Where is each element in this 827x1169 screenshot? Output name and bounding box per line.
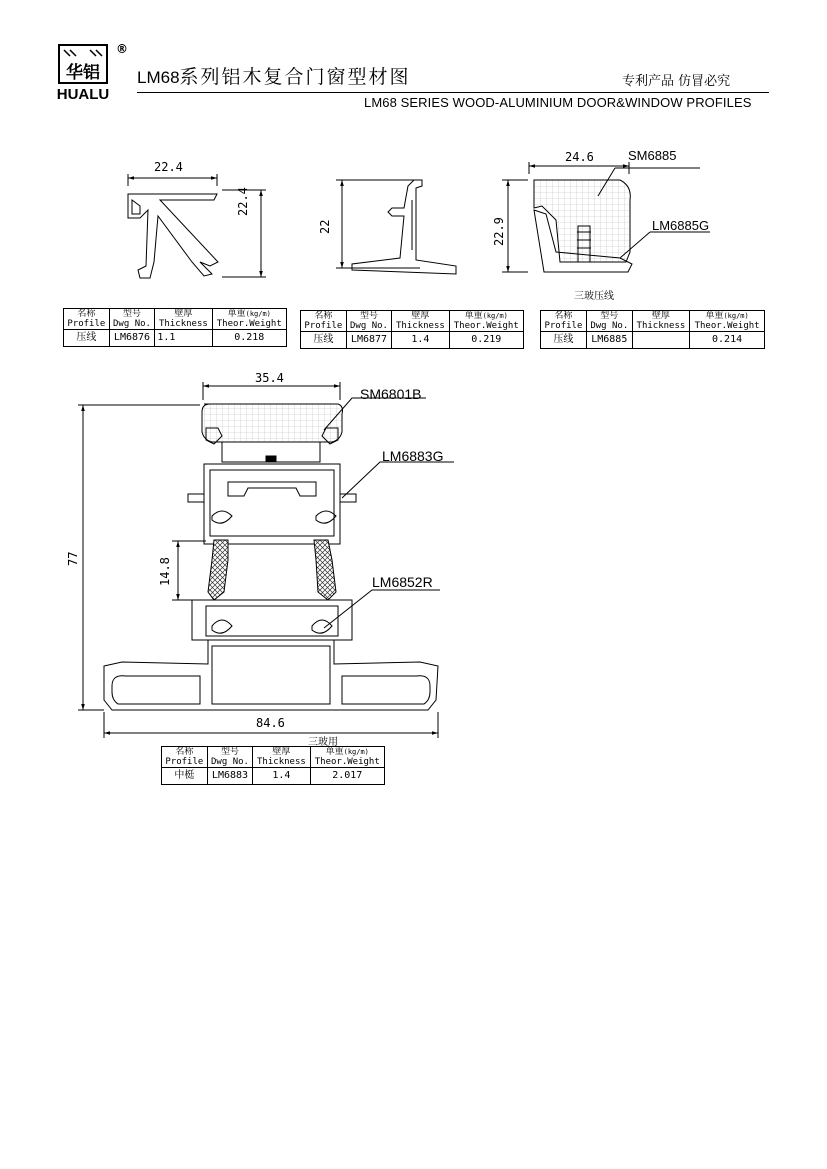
- profile-lm6877-drawing: [336, 180, 456, 274]
- dimension-height: 22.9: [492, 217, 506, 246]
- spec-table-lm6877: [300, 310, 524, 349]
- header-cn: 单重: [464, 311, 483, 321]
- header-en: Theor.Weight: [314, 757, 380, 767]
- logo-english-text: HUALU: [56, 86, 110, 103]
- profile-name: 中梃: [162, 768, 208, 785]
- header-cn: 型号: [359, 311, 378, 321]
- logo-decoration: [64, 50, 102, 56]
- header-cn: 型号: [220, 747, 239, 757]
- title-prefix: LM68: [137, 68, 180, 87]
- dimension-width: 22.4: [154, 160, 183, 174]
- header-cn: 名称: [554, 311, 573, 321]
- profile-caption: 三玻压线: [574, 291, 614, 302]
- dimension-width: 84.6: [256, 716, 285, 730]
- header-cn: 壁厚: [651, 311, 670, 321]
- header-cn: 名称: [314, 311, 333, 321]
- profile-thickness: 1.1: [155, 330, 212, 347]
- header-en: Profile: [67, 319, 106, 329]
- header-cn: 名称: [175, 747, 194, 757]
- dimension-gap: 14.8: [158, 557, 172, 586]
- header-cn: 名称: [77, 309, 96, 319]
- header-cn: 壁厚: [411, 311, 430, 321]
- header-cn: 单重: [325, 747, 344, 757]
- header-en: Profile: [304, 321, 343, 331]
- profile-thickness: 1.4: [253, 768, 310, 785]
- dimension-width: 24.6: [565, 150, 594, 164]
- dimension-height: 22: [318, 219, 332, 234]
- header-en: Dwg No.: [350, 321, 388, 331]
- header-en: Theor.Weight: [694, 321, 760, 331]
- header-en: Dwg No.: [590, 321, 629, 331]
- profile-thickness: 1.4: [392, 332, 449, 349]
- spec-table-lm6876: [63, 308, 287, 347]
- header-en: Profile: [544, 321, 583, 331]
- profile-dwg: LM6885: [586, 332, 632, 349]
- header-cn: 壁厚: [174, 309, 193, 319]
- profile-lm6885-drawing: [502, 162, 710, 272]
- header-en: Theor.Weight: [216, 319, 282, 329]
- profile-name: 压线: [64, 330, 110, 347]
- header-en: Thickness: [257, 757, 306, 767]
- header-cn: 型号: [600, 311, 619, 321]
- title-chinese: 系列铝木复合门窗型材图: [179, 66, 411, 88]
- callout-label: SM6885: [628, 148, 677, 163]
- profile-thickness: [632, 332, 689, 349]
- profile-weight: 0.219: [449, 332, 524, 349]
- callout-label: LM6852R: [372, 574, 433, 590]
- profile-weight: 0.218: [212, 330, 287, 347]
- profile-lm6883-drawing: [78, 382, 454, 738]
- header-en: Theor.Weight: [453, 321, 519, 331]
- spec-table-lm6885: [540, 310, 765, 349]
- patent-notice: 专利产品 仿冒必究: [622, 74, 731, 89]
- profile-name: 压线: [541, 332, 587, 349]
- header-en: Thickness: [159, 319, 208, 329]
- header-en: Dwg No.: [211, 757, 249, 767]
- page-subtitle: LM68 SERIES WOOD-ALUMINIUM DOOR&WINDOW PROFILES: [364, 95, 752, 110]
- callout-label: LM6885G: [652, 218, 710, 233]
- profile-dwg: LM6883: [207, 768, 253, 785]
- header-en: Dwg No.: [113, 319, 151, 329]
- profile-caption: 三玻用: [308, 737, 338, 748]
- header-cn: 单重: [227, 309, 246, 319]
- dimension-height: 77: [66, 551, 80, 566]
- profile-dwg: LM6877: [346, 332, 392, 349]
- profile-name: 压线: [301, 332, 347, 349]
- callout-label: LM6883G: [382, 448, 444, 464]
- header-unit: (kg/m): [482, 312, 508, 320]
- dimension-height: 22.4: [236, 187, 250, 216]
- header-unit: (kg/m): [245, 310, 271, 318]
- registered-mark: ®: [116, 42, 128, 56]
- spec-table-lm6883: [161, 746, 385, 785]
- profile-weight: 0.214: [690, 332, 765, 349]
- header-en: Thickness: [636, 321, 686, 331]
- profile-dwg: LM6876: [109, 330, 155, 347]
- header-en: Thickness: [396, 321, 445, 331]
- header-cn: 壁厚: [272, 747, 291, 757]
- dimension-width: 35.4: [255, 371, 284, 385]
- header-unit: (kg/m): [343, 748, 369, 756]
- header-unit: (kg/m): [723, 312, 749, 320]
- header-en: Profile: [165, 757, 204, 767]
- header-cn: 型号: [122, 309, 141, 319]
- callout-label: SM6801B: [360, 386, 422, 402]
- profile-weight: 2.017: [310, 768, 385, 785]
- logo-chinese-text: 华铝: [66, 63, 100, 83]
- header-cn: 单重: [705, 311, 724, 321]
